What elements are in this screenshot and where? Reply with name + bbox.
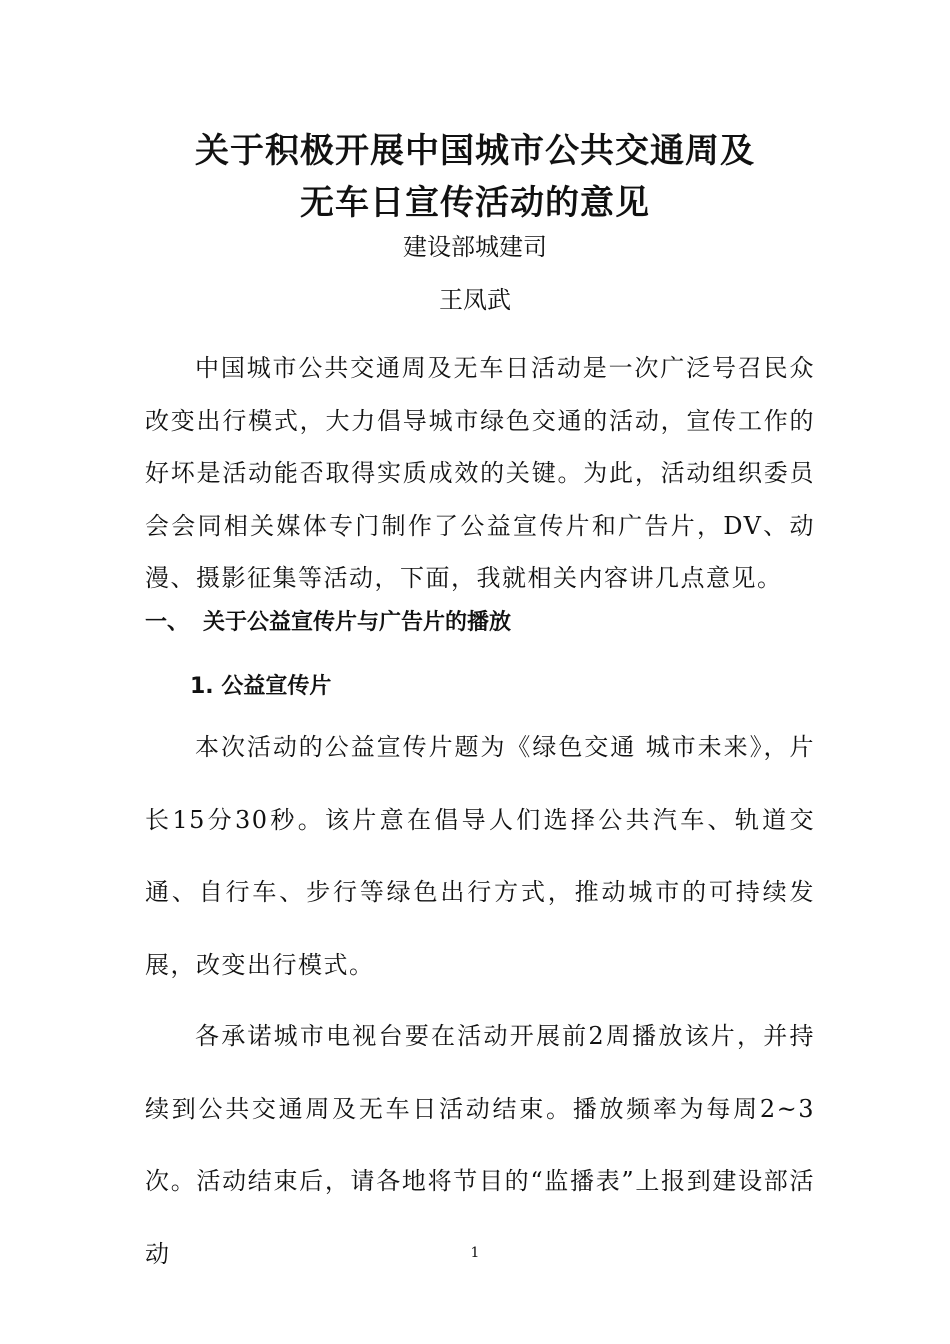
section-number: 一、 bbox=[145, 610, 190, 635]
subsection-heading: 1. 公益宣传片 bbox=[190, 674, 332, 699]
section-title: 关于公益宣传片与广告片的播放 bbox=[203, 610, 512, 635]
body-paragraph-3: 各承诺城市电视台要在活动开展前2周播放该片，并持续到公共交通周及无车日活动结束。播放频率为每周2~3次。活动结束后，请各地将节目的“监播表”上报到建设部活动 bbox=[145, 1022, 815, 1268]
document-title-line-2: 无车日宣传活动的意见 bbox=[300, 183, 650, 223]
document-title-line-1: 关于积极开展中国城市公共交通周及 bbox=[195, 131, 755, 171]
intro-paragraph: 中国城市公共交通周及无车日活动是一次广泛号召民众改变出行模式，大力倡导城市绿色交通的活动，宣传工作的好坏是活动能否取得实质成效的关键。为此，活动组织委员会会同相关媒体专门制作了公益宣传片和广告片，DV、动漫、摄影征集等活动，下面，我就相关内容讲几点意见。 bbox=[145, 354, 815, 592]
section-heading bbox=[145, 608, 511, 638]
author-name: 王凤武 bbox=[439, 286, 511, 314]
page-number: 1 bbox=[470, 1245, 480, 1261]
body-paragraph-2: 本次活动的公益宣传片题为《绿色交通 城市未来》，片长15分30秒。该片意在倡导人们选择公共汽车、轨道交通、自行车、步行等绿色出行方式，推动城市的可持续发展，改变出行模式。 bbox=[145, 733, 815, 979]
author-organization: 建设部城建司 bbox=[403, 233, 547, 261]
